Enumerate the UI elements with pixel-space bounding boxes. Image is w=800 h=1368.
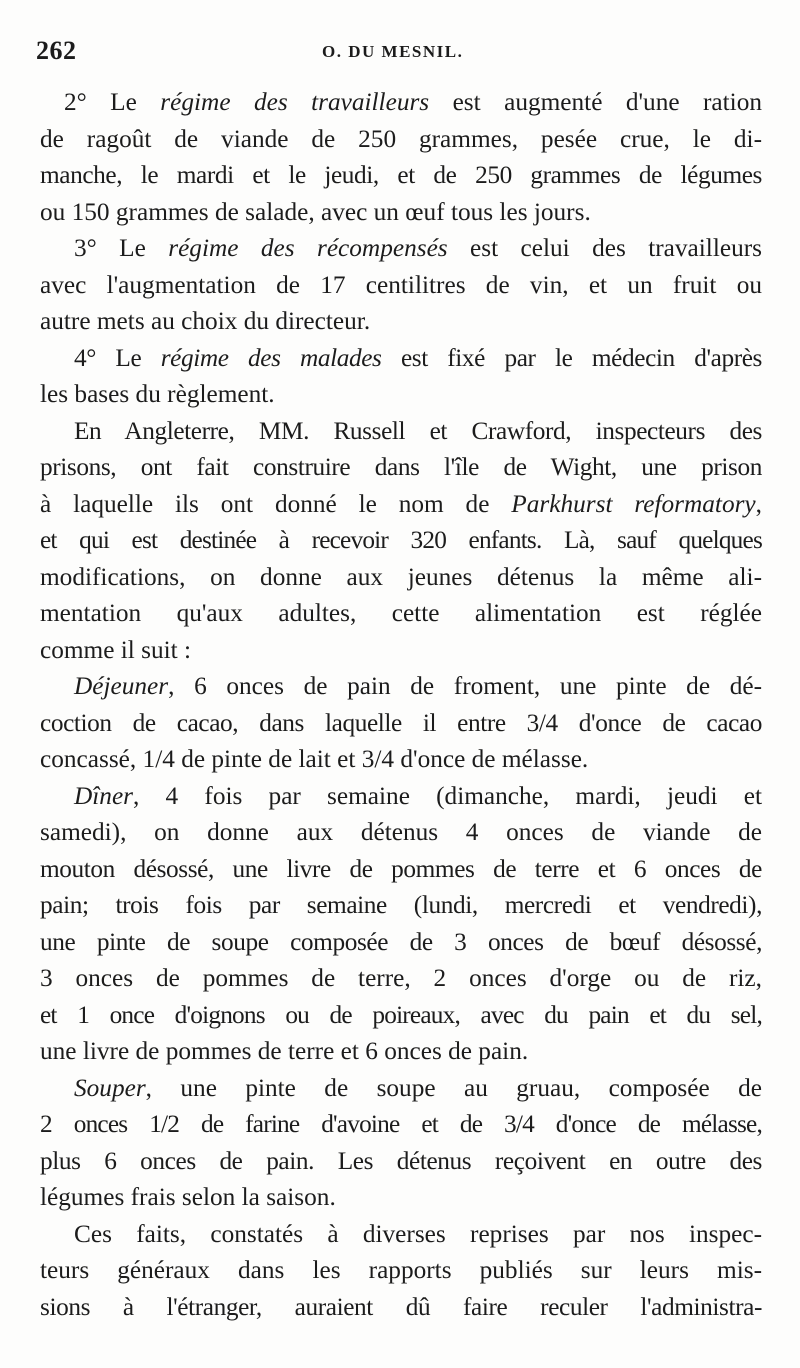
text-line: plus 6 onces de pain. Les détenus reçoivent en outre des xyxy=(40,1146,762,1175)
text-line: comme il suit : xyxy=(40,635,192,664)
text-line: Dîner, 4 fois par semaine (dimanche, mardi, jeudi et xyxy=(74,781,762,810)
text-line: Souper, une pinte de soupe au gruau, composée de xyxy=(74,1073,762,1102)
text-line: mouton désossé, une livre de pommes de terre et 6 onces de xyxy=(40,854,762,883)
text-line: pain; trois fois par semaine (lundi, mercredi et vendredi), xyxy=(40,891,762,919)
text-line: samedi), on donne aux détenus 4 onces de viande de xyxy=(40,818,762,846)
text-line: prisons, ont fait construire dans l'île de Wight, une prison xyxy=(40,453,762,481)
text-line: ou 150 grammes de salade, avec un œuf tous les jours. xyxy=(40,197,591,226)
text-line: manche, le mardi et le jeudi, et de 250 grammes de légumes xyxy=(40,161,762,189)
text-line: sions à l'étranger, auraient dû faire reculer l'administra- xyxy=(40,1292,762,1321)
text-line: En Angleterre, MM. Russell et Crawford, inspecteurs des xyxy=(74,416,762,445)
text-body xyxy=(40,84,762,1325)
page-header xyxy=(36,36,760,76)
text-line: modifications, on donne aux jeunes détenus la même ali- xyxy=(40,562,762,591)
text-line: teurs généraux dans les rapports publiés sur leurs mis- xyxy=(40,1256,762,1284)
text-line: à laquelle ils ont donné le nom de Parkhurst reformatory, xyxy=(40,489,762,518)
text-line: 3 onces de pommes de terre, 2 onces d'orge ou de riz, xyxy=(40,964,762,992)
text-line: les bases du règlement. xyxy=(40,380,275,408)
text-line: 4° Le régime des malades est fixé par le médecin d'après xyxy=(74,343,762,372)
text-line: concassé, 1/4 de pinte de lait et 3/4 d'once de mélasse. xyxy=(40,745,589,773)
text-line: Déjeuner, 6 onces de pain de froment, une pinte de dé- xyxy=(74,672,762,700)
text-line: mentation qu'aux adultes, cette alimentation est réglée xyxy=(40,599,762,627)
text-line: Ces faits, constatés à diverses reprises par nos inspec- xyxy=(74,1219,762,1248)
text-line: une livre de pommes de terre et 6 onces de pain. xyxy=(40,1037,529,1065)
running-head: O. DU MESNIL. xyxy=(322,42,464,61)
text-line: coction de cacao, dans laquelle il entre 3/4 d'once de cacao xyxy=(40,708,762,737)
text-line: avec l'augmentation de 17 centilitres de vin, et un fruit ou xyxy=(40,270,762,299)
text-line: 2° Le régime des travailleurs est augmenté d'une ration xyxy=(64,88,763,116)
text-line: légumes frais selon la saison. xyxy=(40,1183,336,1211)
text-line: autre mets au choix du directeur. xyxy=(40,307,371,335)
text-line: et 1 once d'oignons ou de poireaux, avec du pain et du sel, xyxy=(40,1000,762,1029)
text-line: une pinte de soupe composée de 3 onces de bœuf désossé, xyxy=(40,927,762,956)
text-line: 3° Le régime des récompensés est celui des travailleurs xyxy=(74,234,762,262)
page-number: 262 xyxy=(36,36,77,65)
text-line: 2 onces 1/2 de farine d'avoine et de 3/4 d'once de mélasse, xyxy=(40,1110,762,1138)
text-line: et qui est destinée à recevoir 320 enfants. Là, sauf quelques xyxy=(40,526,762,554)
text-line: de ragoût de viande de 250 grammes, pesée crue, le di- xyxy=(40,124,762,153)
